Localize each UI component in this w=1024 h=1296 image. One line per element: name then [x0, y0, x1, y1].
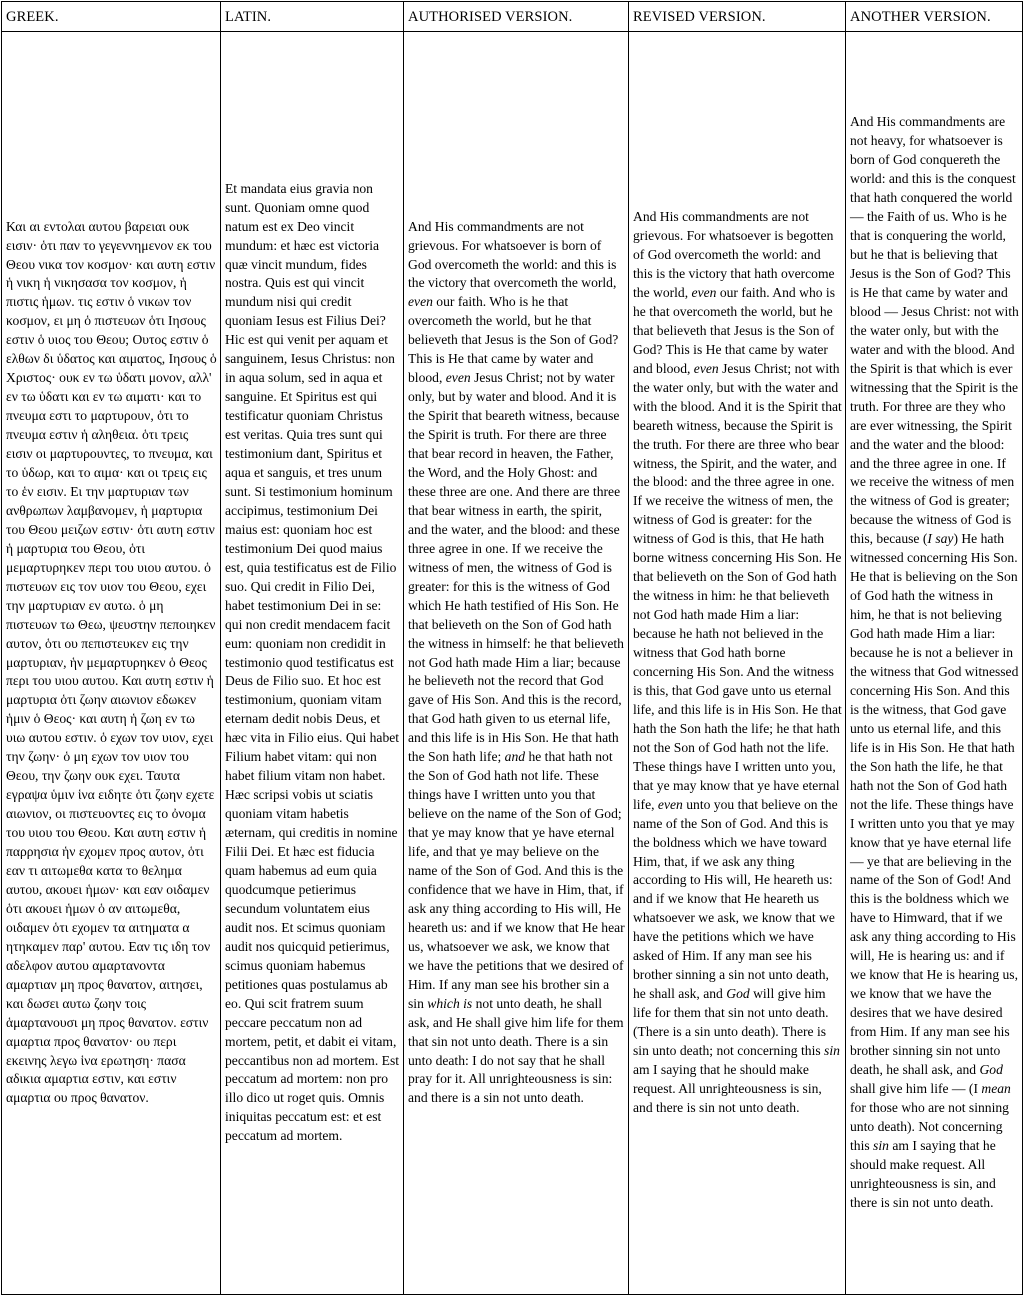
- text-run: he that hath not the Son of God hath not life. These things have I written unto you that believe on the name of the Son of God; that ye may know that ye have eternal life, and that ye may believe on the name of the Son of God. And this is the confidence that we have in Him, that, if ask any thing according to His will, He heareth us: and if we know that He hear us, whatsoever we ask, we know that we have the petitions that we desired of Him. If any man see his brother sin a sin: [408, 749, 625, 1011]
- italic-run: God: [726, 986, 750, 1002]
- parallel-text-table: [1, 1, 1023, 1295]
- italic-run: sin: [824, 1043, 840, 1059]
- italic-run: even: [408, 294, 433, 310]
- column-another-version: [846, 32, 1023, 1295]
- text-run: for those who are not sinning unto death). Not concerning this: [850, 1099, 1009, 1153]
- latin-text: Et mandata eius gravia non sunt. Quoniam omne quod natum est ex Deo vincit mundum: et hæc est victoria quæ vincit mundum, fides nostra. Quis est qui vincit mundum nisi qui credit quoniam Iesus est Filius Dei? Hic est qui venit per aquam et sanguinem, Iesus Christus: non in aqua solum, sed in aqua et sanguine. Et Spiritus est qui testificatur quoniam Christus est veritas. Quia tres sunt qui testimonium dant, Spiritus et aqua et sanguis, et tres unum sunt. Si testimonium hominum accipimus, testimonium Dei maius est: quoniam hoc est testimonium Dei quod maius est, quia testificatus est de Filio suo. Qui credit in Filio Dei, habet testimonium Dei in se: qui non credit mendacem facit eum: quoniam non credidit in testimonio quod testificatus est Deus de Filio suo. Et hoc est testimonium, quoniam vitam eternam dedit nobis Deus, et hæc vita in Filio eius. Qui habet Filium habet vitam: qui non habet filium vitam non habet. Hæc scripsi vobis ut sciatis quoniam vitam habetis æternam, qui creditis in nomine Filii Dei. Et hæc est fiducia quam habemus ad eum quia quodcumque petierimus secundum voluntatem eius audit nos. Et scimus quoniam audit nos quicquid petierimus, scimus quoniam habemus petitiones quas postulamus ab eo. Qui scit fratrem suum peccare peccatum non ad mortem, petit, et dabit ei vitam, peccantibus non ad mortem. Est peccatum ad mortem: non pro illo dico ut roget quis. Omnis iniquitas peccatum est: et est peccatum ad mortem.: [225, 180, 400, 1144]
- header-latin: LATIN.: [221, 2, 404, 32]
- header-authorised-version: AUTHORISED VERSION.: [404, 2, 629, 32]
- italic-run: which is: [427, 995, 473, 1011]
- italic-run: even: [657, 796, 683, 812]
- italic-run: even: [691, 284, 717, 300]
- text-run: ) He hath witnessed concerning His Son. He that is believing on the Son of God hath the witness in him, he that is not believing God hath made Him a liar: because he is not a believer in the witness that God witnessed concerning His Son. And this is the witness, that God gave unto us eternal life, and this life is in His Son. He that hath the Son hath the life, he that hath not the Son of God hath not the life. These things have I written unto you that ye may know that ye have eternal life — ye that are believing in the name of the Son of God! And this is the boldness which we have to Himward, that if we ask any thing according to His will, He is hearing us: and if we know that He is hearing us, we know that we have the desires that we have desired from Him. If any man see his brother sinning sin not unto death, he shall ask, and: [850, 531, 1019, 1078]
- column-greek: [2, 32, 221, 1295]
- header-another-version: ANOTHER VERSION.: [846, 2, 1023, 32]
- text-run: Jesus Christ; not by water only, but by water and blood. And it is the Spirit that beareth witness, because the Spirit is truth. For there are three that bear record in heaven, the Father, the Word, and the Holy Ghost: and these three are one. And there are three that bear witness in earth, the spirit, and the water, and the blood: and these three agree in one. If we receive the witness of men, the witness of God is greater: for this is the witness of God which He hath testified of His Son. He that believeth on the Son of God hath the witness in himself: he that believeth not God hath made Him a liar; because he believeth not the record that God gave of His Son. And this is the record, that God hath given to us eternal life, and this life is in His Son. He that hath the Son hath life;: [408, 370, 624, 765]
- text-run: Jesus Christ; not with the water only, but with the water and with the blood. And it is the Spirit that beareth witness, because the Spirit is the truth. For there are three who bear witness, the Spirit, and the water, and the blood: and the three agree in one. If we receive the witness of men, the witness of God is greater: for the witness of God is this, that He hath borne witness concerning His Son. He that believeth on the Son of God hath the witness in him: he that believeth not God hath made Him a liar: because he hath not believed in the witness that God hath borne concerning His Son. And the witness is this, that God gave unto us eternal life, and this life is in His Son. He that hath the Son hath the life; he that hath not the Son of God hath not the life. These things have I written unto you, that ye may know that ye have eternal life,: [633, 360, 842, 812]
- greek-text: Και αι εντολαι αυτου βαρειαι ουκ εισιν· ὁτι παν το γεγεννημενον εκ του Θεου νικα τον κοσμον· και αυτη εστιν ἡ νικη ἡ νικησασα τον κοσμον, ἡ πιστις ἡμων. τις εστιν ὁ νικων τον κοσμον, ει μη ὁ πιστευων ὁτι Ιησους εστιν ὁ υιος του Θεου; Ουτος εστιν ὁ ελθων δι ὑδατος και αιματος, Ιησους ὁ Χριστος· ουκ εν τω ὑδατι μονον, αλλ' εν τω ὑδατι και εν τω αιματι· και το πνευμα εστι το μαρτυρουν, ὁτι το πνευμα εστιν ἡ αληθεια. ὁτι τρεις εισιν οι μαρτυρουντες, το πνευμα, και το ὑδωρ, και το αιμα· και οι τρεις εις το ἑν εισιν. Ει την μαρτυριαν των ανθρωπων λαμβανομεν, ἡ μαρτυρια του Θεου μειζων εστιν· ὁτι αυτη εστιν ἡ μαρτυρια του Θεου, ὁτι μεμαρτυρηκεν περι του υιου αυτου. ὁ πιστευων εις τον υιον του Θεου, εχει την μαρτυριαν εν αυτω. ὁ μη πιστευων τω Θεω, ψευστην πεποιηκεν αυτον, ὁτι ου πεπιστευκεν εις την μαρτυριαν, ἡν μεμαρτυρηκεν ὁ Θεος περι του υιου αυτου. Και αυτη εστιν ἡ μαρτυρια ὁτι ζωην αιωνιον εδωκεν ἡμιν ὁ Θεος· και αυτη ἡ ζωη εν τω υιω αυτου εστιν. ὁ εχων τον υιον, εχει την ζωην· ὁ μη εχων τον υιον του Θεου, την ζωην ουκ εχει. Ταυτα εγραψα ὑμιν ἱνα ειδητε ὁτι ζωην εχετε αιωνιον, οι πιστευοντες εις το ὀνομα του υιου του Θεου. Και αυτη εστιν ἡ παρρησια ἡν εχομεν προς αυτον, ὁτι εαν τι αιτωμεθα κατα το θελημα αυτου, ακουει ἡμων· και εαν οιδαμεν ὁτι ακουει ἡμων ὁ αν αιτωμεθα, οιδαμεν ὁτι εχομεν τα αιτηματα α ητηκαμεν παρ' αυτου. Εαν τις ιδη τον αδελφον αυτου αμαρτανοντα αμαρτιαν μη προς θανατον, αιτησει, και δωσει αυτω ζωην τοις ἁμαρτανουσι μη προς θανατον. εστιν αμαρτια προς θανατον· ου περι εκεινης λεγω ἱνα ερωτηση· πασα αδικια αμαρτια εστιν, και εστιν αμαρτια ου προς θανατον.: [6, 218, 217, 1106]
- another-text: [850, 113, 1019, 1212]
- text-run: am I saying that he should make request. All unrighteousness is sin, and there is sin not unto death.: [633, 1062, 822, 1115]
- column-latin: [221, 32, 404, 1295]
- text-run: shall give him life — (I: [850, 1080, 982, 1096]
- text-run: And His commandments are not grievous. For whatsoever is begotten of God overcometh the world: and this is the victory that hath overcome the world,: [633, 209, 835, 300]
- text-run: unto you that believe on the name of the Son of God. And this is the boldness which we have toward Him, that, if we ask any thing according to His will, He heareth us: and if we know that He heareth us whatsoever we ask, we know that we have the petitions which we have asked of Him. If any man see his brother sinning a sin not unto death, he shall ask, and: [633, 796, 838, 1002]
- italic-run: God: [979, 1062, 1003, 1078]
- italic-run: and: [504, 749, 526, 765]
- authorised-text: [408, 218, 625, 1109]
- italic-run: mean: [981, 1080, 1011, 1096]
- text-run: our faith. And who is he that overcometh the world, but he that believeth that Jesus is the Son of God? This is He that came by water and blood,: [633, 284, 835, 376]
- text-run: am I saying that he should make request. All unrighteousness is sin, and there is sin not unto death.: [850, 1137, 996, 1210]
- text-run: not unto death, he shall ask, and He shall give him life for them that sin not unto death. There is a sin unto death: I do not say that he shall pray for it. All unrighteousness is sin: and there is a sin not unto death.: [408, 995, 624, 1106]
- column-revised-version: [629, 32, 846, 1295]
- column-authorised-version: [404, 32, 629, 1295]
- text-run: our faith. Who is he that overcometh the world, but he that believeth that Jesus is the Son of God? This is He that came by water and blood,: [408, 294, 619, 386]
- revised-text: [633, 208, 842, 1118]
- italic-run: even: [693, 360, 719, 376]
- text-run: will give him life for them that sin not unto death. (There is a sin unto death). There is sin unto death; not concerning this: [633, 986, 829, 1059]
- italic-run: sin: [873, 1137, 889, 1153]
- italic-run: I say: [927, 531, 954, 547]
- header-revised-version: REVISED VERSION.: [629, 2, 846, 32]
- text-run: And His commandments are not heavy, for whatsoever is born of God conquereth the world: and this is the conquest that hath conquered the world — the Faith of us. Who is he that is conquering the world, but he that is believing that Jesus is the Son of God? This is He that came by water and blood — Jesus Christ: not with the water only, but with the water and with the blood. And the Spirit is that which is ever witnessing that the Spirit is the truth. For three are they who are ever witnessing, the Spirit and the water and the blood: and the three agree in one. If we receive the witness of men the witness of God is greater; because the witness of God is this, because (: [850, 114, 1019, 547]
- text-run: And His commandments are not grievous. For whatsoever is born of God overcometh the world: and this is the victory that overcometh the world,: [408, 218, 617, 291]
- italic-run: even: [445, 370, 471, 386]
- header-greek: GREEK.: [2, 2, 221, 32]
